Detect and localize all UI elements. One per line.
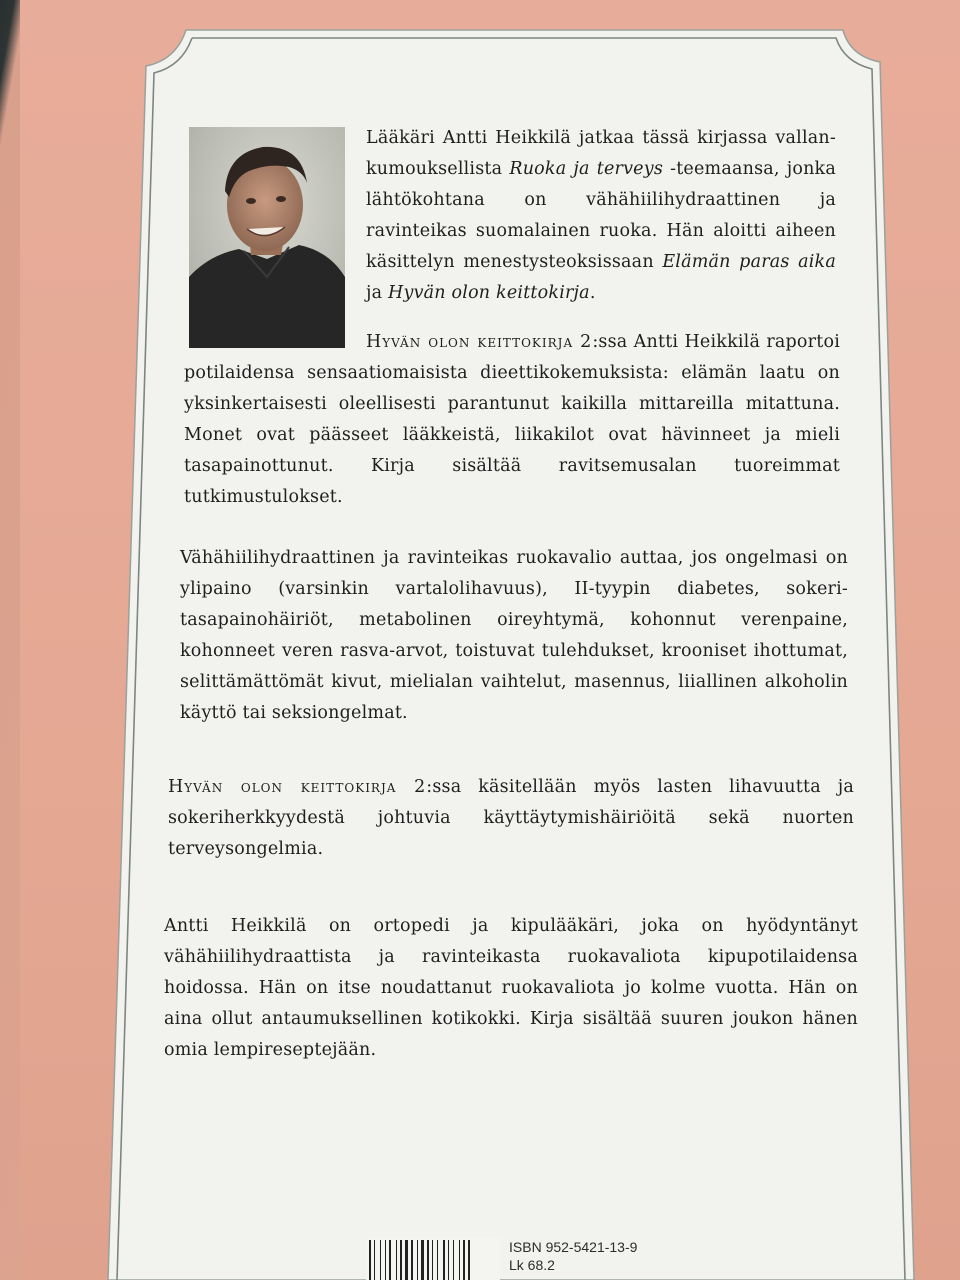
library-classification: Lk 68.2 bbox=[509, 1257, 555, 1273]
blurb-text: ja bbox=[366, 283, 389, 303]
book-title-hyvan-olon-keittokirja: Hyvän olon keittokirja bbox=[388, 283, 590, 303]
isbn-number: ISBN 952-5421-13-9 bbox=[509, 1239, 638, 1255]
book-title-elaman-paras-aika: Elämän paras aika bbox=[662, 252, 836, 272]
blurb-text: :ssa käsitellään myös lasten lihavuutta ja sokeriherkkyydestä johtuvia käyttäytymishäiriöitä sekä nuorten terveysongelmia. bbox=[168, 777, 854, 859]
blurb-text: :ssa Antti Heikkilä raportoi potilaidensa sensaatiomaisista dieettikokemuksista: elämän laatu on yksinkertaisesti oleellisesti parantunut kaikilla mittareilla mitattuna. Monet ovat päässeet lääkkeistä, liikakilot ovat hävinneet ja mieli tasapainottunut. Kirja sisältää ravitsemusalan tuoreimmat tutkimustulokset. bbox=[184, 332, 840, 507]
blurb-paragraph-4 bbox=[168, 772, 854, 865]
blurb-paragraph-5: Antti Heikkilä on ortopedi ja kipulääkäri, joka on hyödyntänyt vähähiilihydraattista ja ravinteikasta ruokavaliota kipupotilaidensa hoidossa. Hän on itse noudattanut ruokavaliota jo kolme vuotta. Hän on aina ollut antaumuksellinen kotikokki. Kirja sisältää suuren joukon hänen omia lempireseptejään. bbox=[164, 916, 858, 1060]
blurb-paragraph-3: Vähähiilihydraattinen ja ravinteikas ruokavalio auttaa, jos ongelmasi on ylipaino (varsinkin vartalolihavuus), II-tyypin diabetes, sokeri-tasapainohäiriöt, metabolinen oireyhtymä, kohonnut verenpaine, kohonneet veren rasva-arvot, toistuvat tulehdukset, krooniset ihottumat, selittämättömät kivut, mielialan vaihtelut, masennus, liiallinen alkoholin käyttö tai seksiongelmat. bbox=[180, 548, 848, 723]
book-title-smallcaps: Hyvän olon keittokirja 2 bbox=[366, 332, 593, 352]
book-title-smallcaps: Hyvän olon keittokirja 2 bbox=[168, 777, 427, 797]
blurb-text: Lääkäri Antti Heikkilä jatkaa tässä kirjassa vallan-kumouksellista bbox=[366, 128, 836, 179]
blurb-text: -teemaansa, jonka lähtökohtana on vähähiilihydraattinen ja ravinteikas suomalainen ruoka. Hän aloitti aiheen käsittelyn menestysteoksissaan bbox=[366, 159, 836, 272]
blurb-paragraph-2 bbox=[184, 327, 840, 513]
author-photo bbox=[189, 127, 345, 348]
blurb-text: . bbox=[589, 283, 596, 303]
book-title-ruoka-ja-terveys: Ruoka ja terveys bbox=[509, 159, 664, 179]
blurb-paragraph-1 bbox=[366, 123, 836, 309]
barcode bbox=[366, 1238, 500, 1280]
isbn-block bbox=[509, 1238, 637, 1274]
